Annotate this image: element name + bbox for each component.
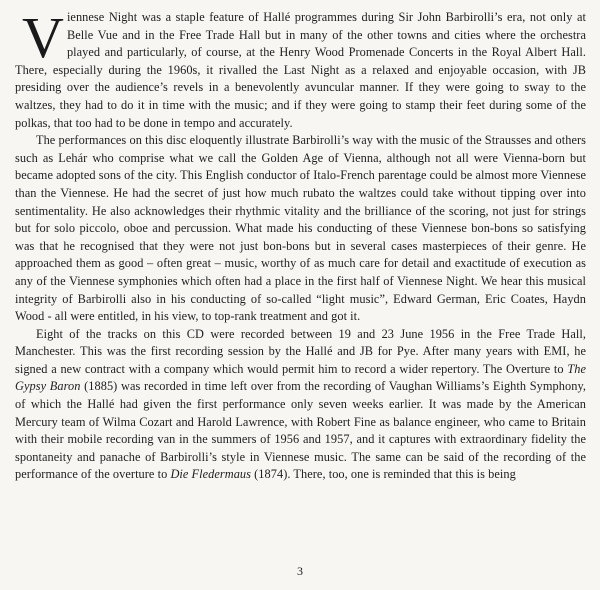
paragraph-3-text-b: (1885) was recorded in time left over from the recording of Vaughan Williams’s Eighth Symphony, of which the Hallé had given the first performance only seven weeks earlier. It was made by the American Mercury team of Wilma Cozart and Harold Lawrence, with Robert Fine as balance engineer, who came to Britain with their mobile recording van in the summers of 1956 and 1957, and it captures with extraordinary fidelity the spontaneity and panache of Barbirolli’s style in Viennese music. The same can be said of the recording of the performance of the overture to	[15, 379, 586, 482]
drop-cap: V	[22, 5, 64, 70]
paragraph-1	[15, 5, 586, 132]
work-title-die-fledermaus: Die Fledermaus	[170, 467, 252, 482]
paragraph-1-text: iennese Night was a staple feature of Hallé programmes during Sir John Barbirolli’s era, not only at Belle Vue and in the Free Trade Hall but in many of the other towns and cities where the orchestra played and particularly, of course, at the Henry Wood Promenade Concerts in the Royal Albert Hall. There, especially during the 1960s, it rivalled the Last Night as a relaxed and enjoyable occasion, with JB presiding over the audience’s revels in a benevolently avuncular manner. If they were going to sway to the waltzes, they had to do it in time with the music; and if they were going to stamp their feet during some of the polkas, that too had to be done in tempo and accurately.	[15, 10, 586, 130]
paragraph-3	[15, 326, 586, 484]
page-number: 3	[297, 564, 303, 578]
paragraph-3-text-c: (1874). There, too, one is reminded that this is being	[251, 467, 516, 482]
paragraph-2: The performances on this disc eloquently illustrate Barbirolli’s way with the music of the Strausses and others such as Lehár who comprise what we call the Golden Age of Vienna, although not all were Vienna-born but became adopted sons of the city. This English conductor of Italo-French parentage could be almost more Viennese than the Viennese. He had the secret of just how much rubato the waltzes could take without tipping over into sentimentality. He also acknowledges their rhythmic vitality and the brilliance of the scoring, not just for strings but for solo piccolo, oboe and percussion. What made his conducting of these Viennese bon-bons so satisfying was that he recognised that they were not just bon-bons but in several cases masterpieces of their genre. He approached them as good – often great – music, worthy of as much care for detail and exactitude of execution as any of the Viennese symphonies which often had a place in the first half of Viennese Night. We hear this musical integrity of Barbirolli also in his conducting of so-called “light music”, Edward German, Eric Coates, Haydn Wood - all were entitled, in his view, to top-rank treatment and got it.	[15, 133, 586, 324]
work-title-gypsy-baron: The Gypsy Baron	[15, 361, 586, 394]
paragraph-3-text-a: Eight of the tracks on this CD were recorded between 19 and 23 June 1956 in the Free Trade Hall, Manchester. This was the first recording session by the Hallé and JB for Pye. After many years with EMI, he signed a new contract with a company which would permit him to record a wider repertory. The Overture to	[15, 326, 586, 376]
